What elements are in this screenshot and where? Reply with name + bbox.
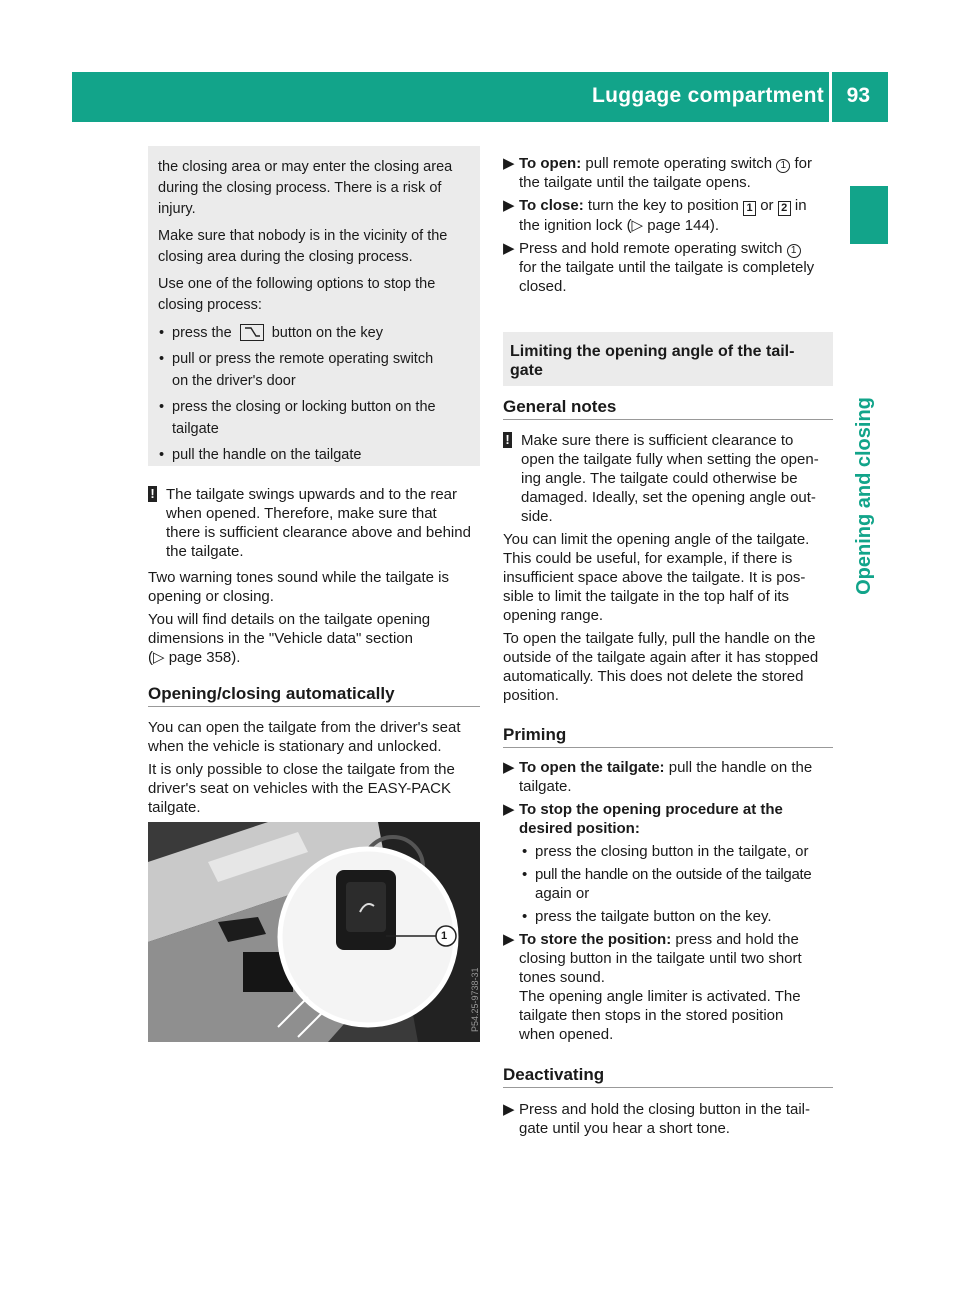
note-block: ! Make sure there is sufficient clearance to open the tailgate fully when setting the open- ing angle. The tailgate could otherwise be damaged. Ideally, set the opening angle out- side. xyxy=(503,431,833,526)
list-item: • press the button on the key xyxy=(159,325,383,341)
callout-icon: 1 xyxy=(787,244,801,258)
step-list xyxy=(503,154,833,296)
key-position-2-icon: 2 xyxy=(778,201,791,216)
warning-line: during the closing process. There is a risk of xyxy=(158,180,442,196)
step-arrow-icon: ▶ xyxy=(503,801,515,818)
stop-options-list xyxy=(159,324,476,465)
step-arrow-icon: ▶ xyxy=(503,1101,515,1118)
tailgate-key-icon xyxy=(240,324,264,341)
image-code: P54.25-9738-31 xyxy=(470,967,480,1032)
warning-line: closing process: xyxy=(158,297,262,313)
warning-mark-icon: ! xyxy=(503,432,512,448)
page-number: 93 xyxy=(846,84,870,107)
warning-line: the closing area or may enter the closing area xyxy=(158,159,453,175)
step-arrow-icon: ▶ xyxy=(503,931,515,948)
step-arrow-icon: ▶ xyxy=(503,240,515,257)
step-hold: ▶ Press and hold remote operating switch 1 for the tailgate until the tailgate is completely closed. xyxy=(503,240,815,295)
warning-line: Use one of the following options to stop the xyxy=(158,276,436,292)
heading-rule xyxy=(148,706,480,707)
priming-steps xyxy=(503,758,833,1044)
heading-rule xyxy=(503,1087,833,1088)
list-item: • press the closing or locking button on the tailgate xyxy=(159,399,436,437)
step-open-tailgate: ▶ To open the tailgate: pull the handle on the tailgate. xyxy=(503,759,813,795)
warning-line: closing area during the closing process. xyxy=(158,249,413,265)
list-item: • press the closing button in the tailgate, or xyxy=(522,843,809,860)
warning-line: Make sure that nobody is in the vicinity of the xyxy=(158,228,448,244)
paragraph: You can open the tailgate from the driver's seat when the vehicle is stationary and unlocked. It is only possible to close the tailgate from the driver's seat on vehicles with the EASY-PACK tailgate. xyxy=(148,719,461,816)
chapter-label: Opening and closing xyxy=(853,397,875,595)
step-arrow-icon: ▶ xyxy=(503,155,515,172)
header-divider xyxy=(829,72,832,122)
paragraph: You can limit the opening angle of the tailgate. This could be useful, for example, if there is insufficient space above the tailgate. It is pos- sible to limit the tailgate in the top half of its opening range. To open the tailgate fully, pull the handle on the outside of the tailgate again after it has stopped automatically. This does not delete the stored position. xyxy=(503,531,819,704)
callout-number: 1 xyxy=(441,930,448,942)
warning-line: injury. xyxy=(158,201,196,217)
list-item: • pull the handle on the outside of the tailgate again or xyxy=(522,866,812,902)
subheading-deactivating: Deactivating xyxy=(503,1065,605,1084)
paragraph: Two warning tones sound while the tailgate is opening or closing. You will find details on the tailgate opening dimensions in the "Vehicle data" section (▷ page 358). xyxy=(148,569,450,666)
warning-text xyxy=(158,158,476,315)
warning-mark-icon: ! xyxy=(148,486,157,502)
heading-rule xyxy=(503,419,833,420)
subheading-general-notes: General notes xyxy=(503,397,617,416)
step-close: ▶ To close: turn the key to position 1 or 2 in the ignition lock (▷ page 144). xyxy=(503,197,807,234)
note-block: ! The tailgate swings upwards and to the rear when opened. Therefore, make sure that there is sufficient clearance above and behind the tailgate. xyxy=(148,485,480,561)
side-tab-marker xyxy=(850,186,888,244)
section-title: Luggage compartment xyxy=(591,84,824,107)
door-switch-photo xyxy=(148,822,480,1042)
key-position-1-icon: 1 xyxy=(743,201,756,216)
heading-rule xyxy=(503,747,833,748)
list-item: • press the tailgate button on the key. xyxy=(522,908,772,925)
step-stop-opening: ▶ To stop the opening procedure at the desired position: xyxy=(503,801,783,837)
step-arrow-icon: ▶ xyxy=(503,759,515,776)
step-deactivate: ▶ Press and hold the closing button in the tail- gate until you hear a short tone. xyxy=(503,1101,811,1137)
step-store-position: ▶ To store the position: press and hold the closing button in the tailgate until two short tones sound. The opening angle limiter is activated. The tailgate then stops in the stored position when opened. xyxy=(503,931,802,1043)
header-bar xyxy=(72,72,888,122)
subheading-priming: Priming xyxy=(503,725,567,744)
section-heading: Limiting the opening angle of the tail- gate xyxy=(510,343,795,379)
step-open: ▶ To open: pull remote operating switch 1 for the tailgate until the tailgate opens. xyxy=(503,155,813,191)
sub-options xyxy=(503,842,833,926)
callout-icon: 1 xyxy=(776,159,790,173)
list-item: • pull the handle on the tailgate xyxy=(159,447,362,463)
step-arrow-icon: ▶ xyxy=(503,197,515,214)
heading: Opening/closing automatically xyxy=(148,684,395,703)
list-item: • pull or press the remote operating switch on the driver's door xyxy=(159,351,434,389)
